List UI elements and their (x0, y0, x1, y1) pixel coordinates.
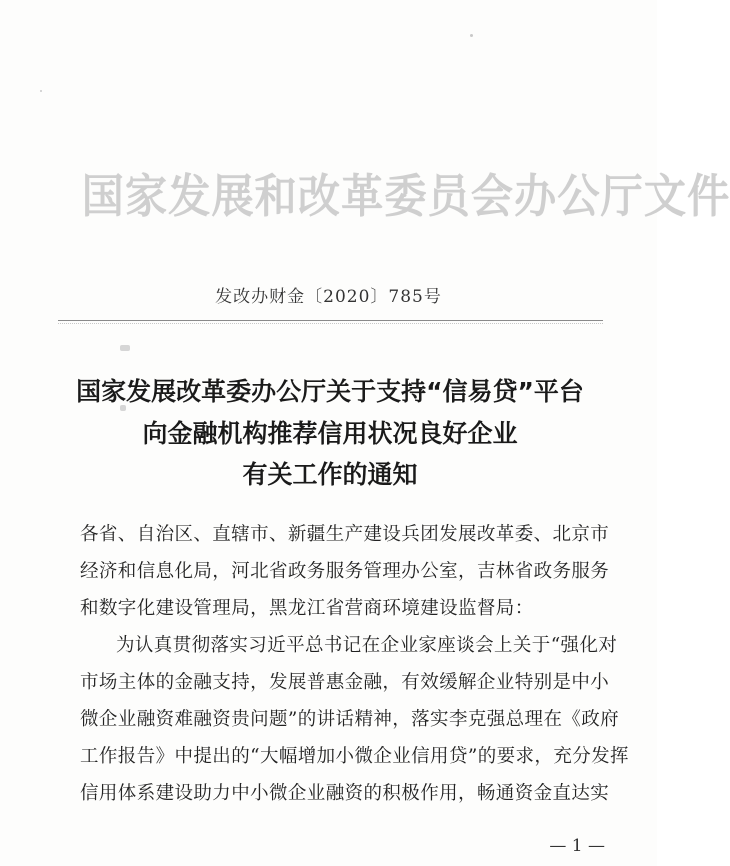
body-text-line: 信用体系建设助力中小微企业融资的积极作用，畅通资金直达实 (80, 783, 610, 804)
addressee-line: 和数字化建设管理局，黑龙江省营商环境建设监督局： (80, 598, 534, 619)
page-number: — 1 — (549, 836, 605, 856)
scan-speck (470, 34, 473, 37)
addressee-line: 经济和信息化局，河北省政务服务管理办公室，吉林省政务服务 (80, 561, 610, 582)
body-text-line: 工作报告》中提出的“大幅增加小微企业信用贷”的要求，充分发挥 (80, 746, 629, 767)
document-header-title: 国家发展和改革委员会办公厅文件 (81, 169, 730, 223)
scan-speck (40, 90, 42, 92)
scan-mark (120, 345, 130, 351)
addressee-line: 各省、自治区、直辖市、新疆生产建设兵团发展改革委、北京市 (80, 524, 610, 545)
notice-title-line-1: 国家发展改革委办公厅关于支持“信易贷”平台 (76, 377, 584, 406)
notice-title-line-3: 有关工作的通知 (242, 460, 418, 489)
body-text-line: 微企业融资难融资贵问题”的讲话精神，落实李克强总理在《政府 (80, 709, 620, 730)
document-number: 发改办财金〔2020〕785号 (215, 287, 442, 307)
body-text-line: 为认真贯彻落实习近平总书记在企业家座谈会上关于“强化对 (116, 635, 618, 656)
notice-title-line-2: 向金融机构推荐信用状况良好企业 (142, 419, 518, 448)
header-separator (58, 320, 603, 321)
body-text-line: 市场主体的金融支持，发展普惠金融，有效缓解企业特别是中小 (80, 672, 610, 693)
header-separator-shadow (58, 323, 603, 324)
